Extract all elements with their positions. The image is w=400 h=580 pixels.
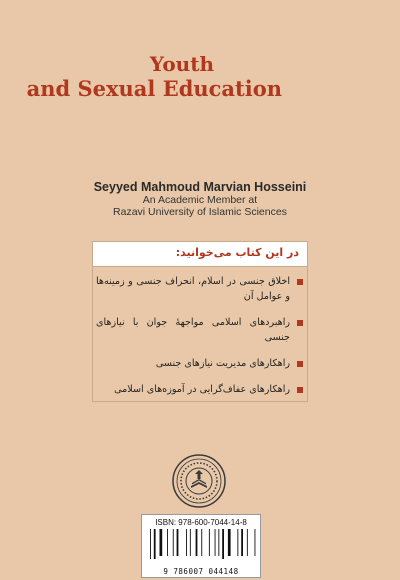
list-item — [96, 315, 304, 345]
barcode-digits: 9 786007 044148 — [163, 567, 239, 576]
author-role-line-1: An Academic Member at — [142, 194, 258, 206]
barcode-icon — [148, 529, 256, 567]
list-item-text: راهکارهای عفاف‌گرایی در آموزه‌های اسلامی — [114, 384, 290, 395]
bullet-square-icon — [297, 361, 303, 367]
contents-heading: در این کتاب می‌خوانید: — [92, 241, 308, 267]
publisher-seal-icon — [171, 453, 227, 509]
title-line-2: and Sexual Education — [26, 76, 282, 101]
author-block — [0, 180, 400, 218]
bullet-square-icon — [297, 279, 303, 285]
contents-list — [96, 274, 304, 408]
bullet-square-icon — [297, 387, 303, 393]
author-role-line-2: Razavi University of Islamic Sciences — [113, 206, 287, 218]
title-line-1: Youth — [149, 52, 214, 76]
list-item — [96, 274, 304, 304]
barcode-label — [141, 514, 261, 578]
list-item-text: اخلاق جنسی در اسلام، انحراف جنسی و زمینه‌ها و عوامل آن — [96, 276, 290, 302]
author-name: Seyyed Mahmoud Marvian Hosseini — [93, 180, 307, 194]
list-item — [96, 382, 304, 397]
bullet-square-icon — [297, 320, 303, 326]
list-item — [96, 356, 304, 371]
list-item-text: راهبردهای اسلامی مواجههٔ جوان با نیازهای جنسی — [96, 317, 290, 343]
list-item-text: راهکارهای مدیریت نیازهای جنسی — [155, 358, 290, 369]
isbn-text: ISBN: 978-600-7044-14-8 — [155, 518, 247, 527]
